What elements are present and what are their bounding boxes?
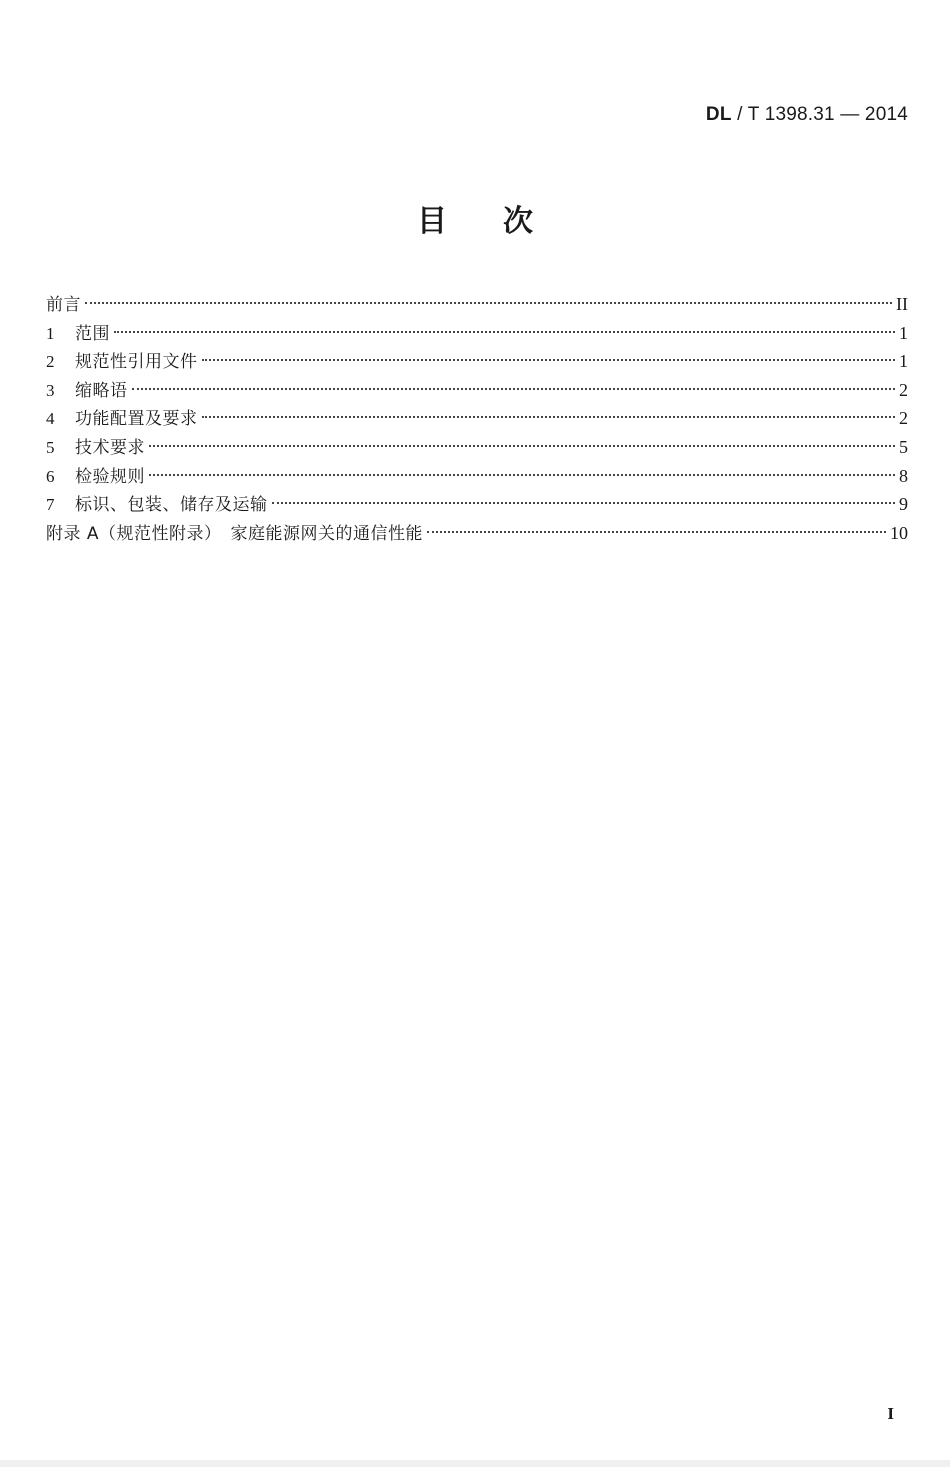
toc-entry-label: 附录 A（规范性附录） 家庭能源网关的通信性能 <box>46 523 424 544</box>
toc-dot-leader <box>149 445 895 447</box>
toc-entry-label: 标识、包装、储存及运输 <box>75 495 268 516</box>
toc-entry-label: 检验规则 <box>75 466 145 487</box>
table-of-contents <box>46 290 908 547</box>
toc-entry-page: 2 <box>899 408 908 429</box>
toc-entry-label: 范围 <box>75 323 110 344</box>
toc-entry[interactable] <box>46 433 908 462</box>
toc-entry[interactable] <box>46 319 908 348</box>
toc-entry-page: 5 <box>899 436 908 457</box>
toc-entry[interactable] <box>46 404 908 433</box>
toc-dot-leader <box>85 302 892 304</box>
toc-dot-leader <box>427 531 886 533</box>
toc-entry-label: 规范性引用文件 <box>75 352 198 373</box>
page-number: I <box>887 1404 894 1423</box>
toc-entry-page: 10 <box>890 522 908 543</box>
page-title: 目次 <box>417 204 589 239</box>
toc-entry[interactable] <box>46 347 908 376</box>
toc-entry[interactable] <box>46 290 908 319</box>
toc-entry[interactable] <box>46 490 908 519</box>
toc-dot-leader <box>149 474 895 476</box>
toc-entry-number: 3 <box>46 380 55 400</box>
toc-dot-leader <box>202 359 896 361</box>
toc-entry-label: 缩略语 <box>75 380 128 401</box>
toc-dot-leader <box>132 388 896 390</box>
toc-dot-leader <box>114 331 895 333</box>
standard-number: / T 1398.31 — 2014 <box>731 104 908 125</box>
toc-entry-page: 8 <box>899 465 908 486</box>
toc-entry-number: 4 <box>46 409 55 429</box>
toc-entry[interactable] <box>46 519 908 548</box>
standard-prefix: DL <box>705 104 732 125</box>
toc-dot-leader <box>272 502 896 504</box>
toc-entry-label: 前言 <box>46 295 81 315</box>
toc-entry-page: 1 <box>899 322 908 343</box>
toc-entry-page: II <box>896 294 908 314</box>
toc-entry-number: 5 <box>46 437 55 457</box>
toc-entry[interactable] <box>46 462 908 491</box>
toc-entry-page: 2 <box>899 379 908 400</box>
toc-dot-leader <box>202 416 896 418</box>
toc-entry-page: 9 <box>899 494 908 515</box>
page-bottom-edge <box>0 1460 950 1467</box>
toc-entry-number: 7 <box>46 495 55 515</box>
toc-entry-label: 功能配置及要求 <box>75 409 198 430</box>
standard-code <box>706 104 908 126</box>
toc-entry-number: 6 <box>46 466 55 486</box>
toc-entry-label: 技术要求 <box>75 437 145 458</box>
toc-entry-number: 1 <box>46 323 55 343</box>
toc-entry-number: 2 <box>46 352 55 372</box>
toc-entry[interactable] <box>46 376 908 405</box>
toc-entry-page: 1 <box>899 351 908 372</box>
